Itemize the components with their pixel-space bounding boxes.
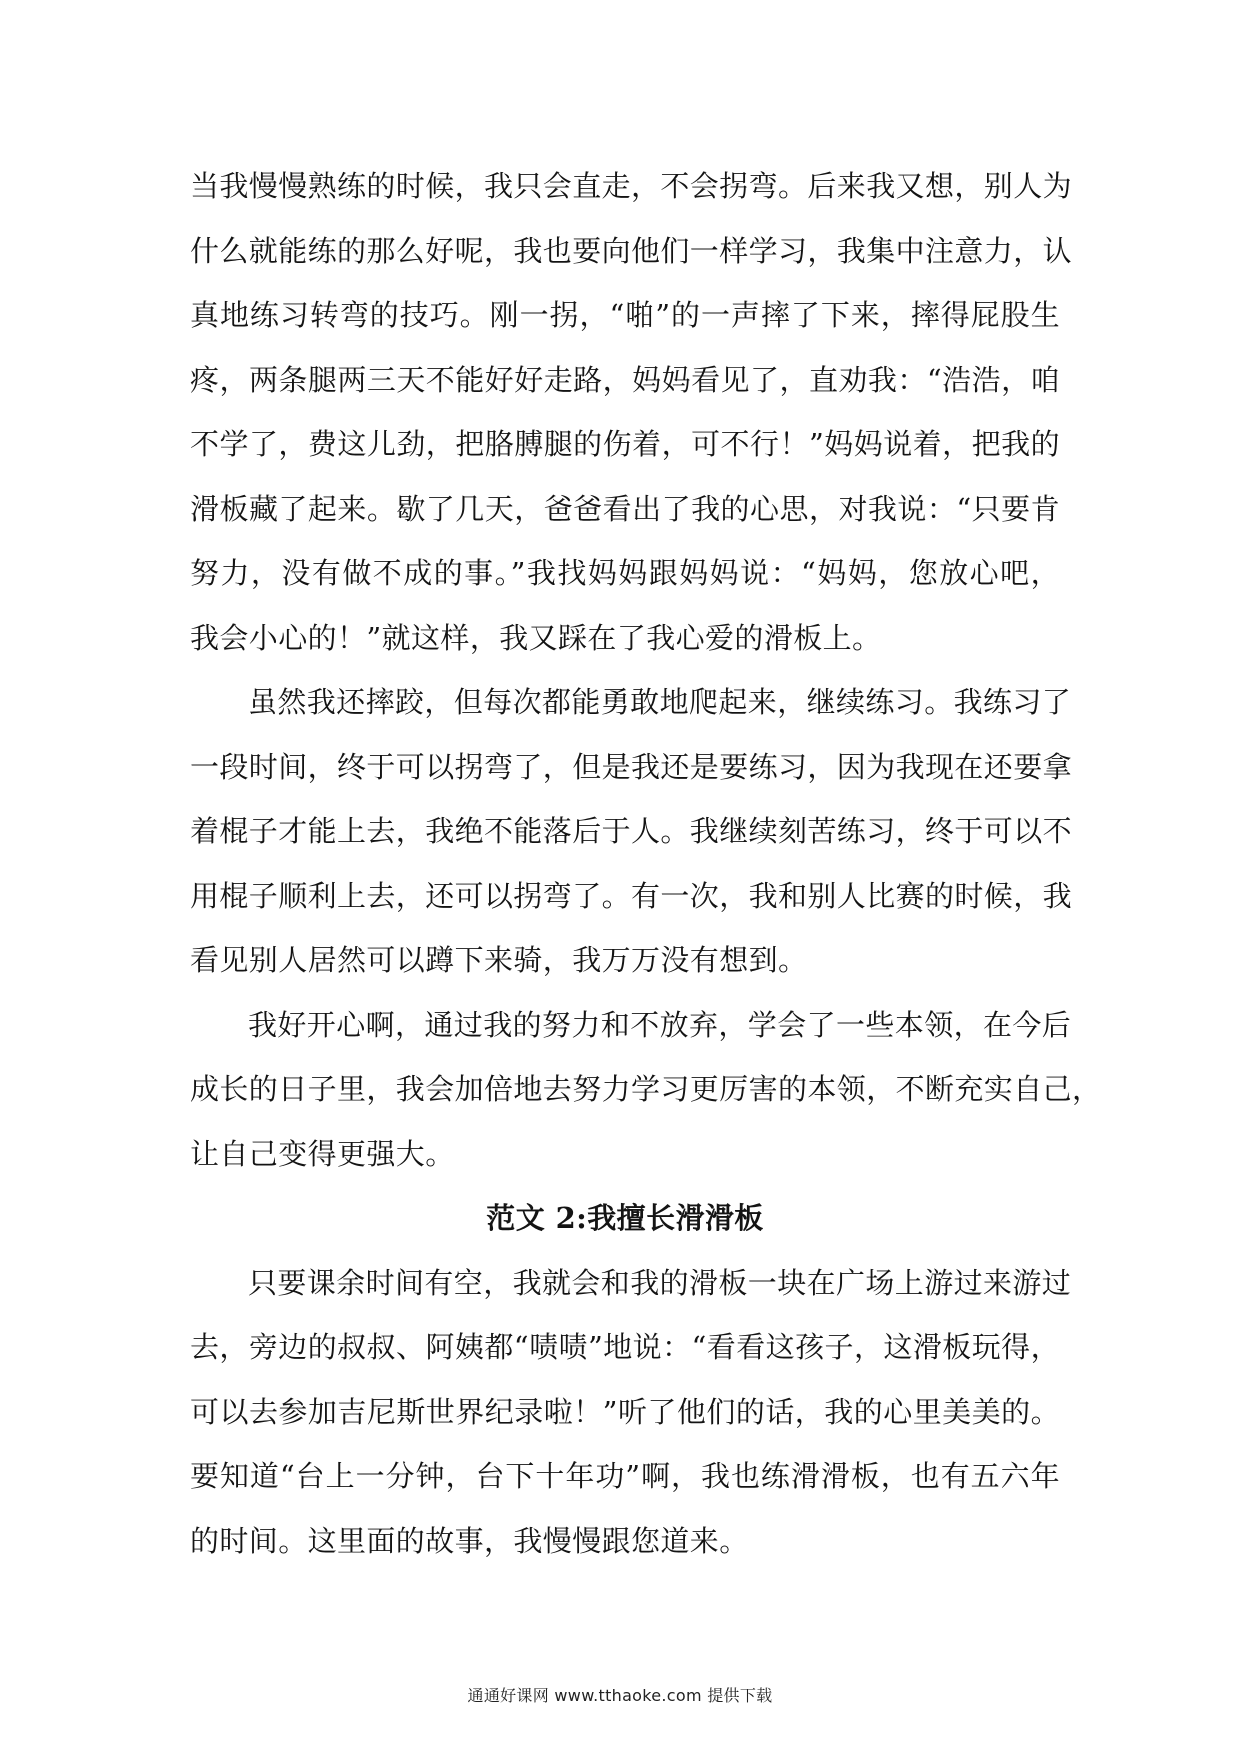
text-line: 真地练习转弯的技巧。刚一拐，“啪”的一声摔了下来，摔得屁股生 <box>190 298 1060 332</box>
text-line: 努力，没有做不成的事。”我找妈妈跟妈妈说：“妈妈，您放心吧， <box>190 556 1060 590</box>
text-line: 一段时间，终于可以拐弯了，但是我还是要练习，因为我现在还要拿 <box>190 749 1073 784</box>
text-line: 成长的日子里，我会加倍地去努力学习更厉害的本领，不断充实自己， <box>190 1072 1102 1106</box>
paragraph-3 <box>190 993 1102 1187</box>
paragraph-1 <box>190 154 1073 670</box>
text-line: 我会小心的！”就这样，我又踩在了我心爱的滑板上。 <box>190 620 882 655</box>
text-line: 不学了，费这儿劲，把胳膊腿的伤着，可不行！”妈妈说着，把我的 <box>190 427 1060 461</box>
text-line: 着棍子才能上去，我绝不能落后于人。我继续刻苦练习，终于可以不 <box>190 814 1073 848</box>
text-line: 什么就能练的那么好呢，我也要向他们一样学习，我集中注意力，认 <box>190 233 1073 268</box>
text-line: 可以去参加吉尼斯世界纪录啦！”听了他们的话，我的心里美美的。 <box>190 1394 1060 1429</box>
text-line: 我好开心啊，通过我的努力和不放弃，学会了一些本领，在今后 <box>248 1007 1072 1042</box>
text-line: 疼，两条腿两三天不能好好走路，妈妈看见了，直劝我：“浩浩，咱 <box>190 362 1060 397</box>
page-footer: 通通好课网 www.tthaoke.com 提供下载 <box>467 1686 773 1705</box>
text-line: 去，旁边的叔叔、阿姨都“啧啧”地说：“看看这孩子，这滑板玩得， <box>190 1330 1060 1364</box>
text-line: 的时间。这里面的故事，我慢慢跟您道来。 <box>190 1523 749 1558</box>
paragraph-4 <box>190 1251 1072 1574</box>
text-line: 让自己变得更强大。 <box>190 1136 455 1171</box>
text-line: 要知道“台上一分钟，台下十年功”啊，我也练滑滑板，也有五六年 <box>190 1459 1060 1493</box>
section-title: 范文 2:我擅长滑滑板 <box>486 1201 764 1235</box>
text-line: 滑板藏了起来。歇了几天，爸爸看出了我的心思，对我说：“只要肯 <box>190 491 1060 526</box>
text-line: 虽然我还摔跤，但每次都能勇敢地爬起来，继续练习。我练习了 <box>248 685 1072 719</box>
text-line: 看见别人居然可以蹲下来骑，我万万没有想到。 <box>190 943 808 977</box>
text-line: 用棍子顺利上去，还可以拐弯了。有一次，我和别人比赛的时候，我 <box>190 878 1073 913</box>
paragraph-2 <box>190 670 1073 993</box>
text-line: 当我慢慢熟练的时候，我只会直走，不会拐弯。后来我又想，别人为 <box>190 169 1073 203</box>
document-body <box>190 154 1102 1573</box>
text-line: 只要课余时间有空，我就会和我的滑板一块在广场上游过来游过 <box>248 1265 1072 1300</box>
